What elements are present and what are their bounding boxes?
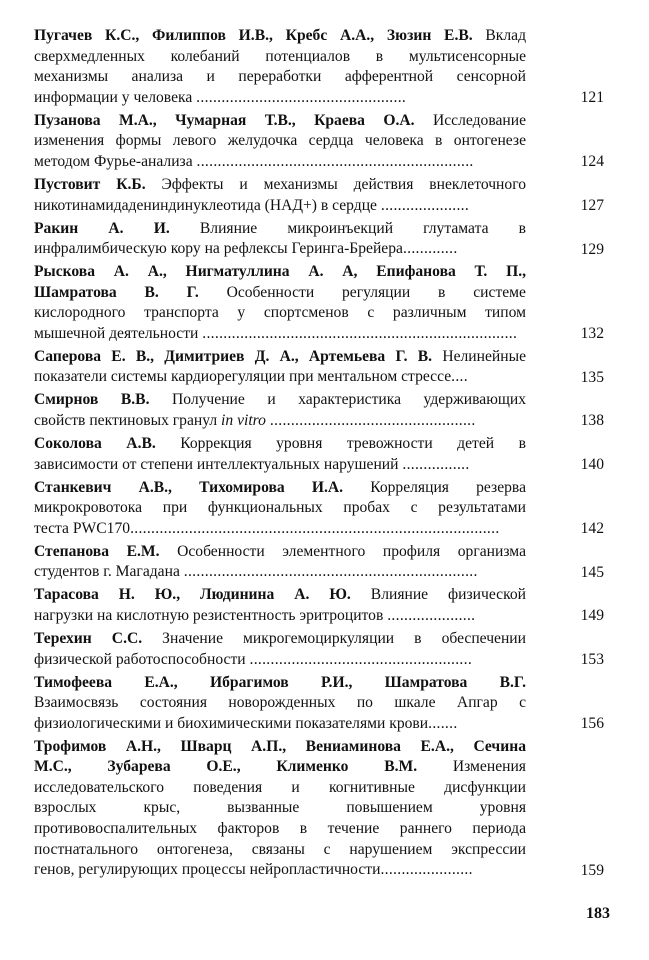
- entry-title: информации у человека: [34, 88, 197, 106]
- dot-leader: ......................................................................: [183, 563, 478, 581]
- toc-entry: [34, 434, 604, 475]
- toc-entry: [34, 542, 604, 583]
- toc-entry-line: [34, 239, 526, 260]
- toc-entry: [34, 347, 604, 388]
- entry-title: Эффекты и механизмы действия внеклеточного: [145, 175, 526, 193]
- entry-page-number: 127: [580, 196, 604, 214]
- entry-title: Корреляция резерва: [343, 478, 526, 496]
- entry-title: физиологическими и биохимическими показателями крови: [34, 714, 429, 732]
- toc-entry-line: [34, 152, 526, 173]
- entry-authors: Тарасова Н. Ю., Людинина А. Ю.: [34, 586, 351, 604]
- entry-title: студентов г. Магадана: [34, 563, 184, 581]
- entry-title: Особенности элементного профиля организма: [159, 542, 526, 560]
- toc-entry-line: [34, 434, 526, 455]
- entry-title: теста PWC170: [34, 519, 131, 537]
- dot-leader: .......: [428, 714, 458, 732]
- entry-authors: Ракин А. И.: [34, 219, 170, 237]
- toc-entry: [34, 673, 604, 735]
- toc-entry-line: [34, 262, 526, 283]
- toc-entry: [34, 478, 604, 540]
- toc-entry-line: [34, 219, 526, 240]
- entry-title: Нелинейные: [432, 347, 526, 365]
- toc-entry-line: [34, 562, 526, 583]
- toc-entry-line: [34, 131, 526, 152]
- toc-entry-line: [34, 673, 526, 694]
- entry-page-number: 156: [580, 714, 604, 732]
- dot-leader: ..................................................................: [196, 152, 474, 170]
- entry-authors: Станкевич А.В., Тихомирова И.А.: [34, 478, 344, 496]
- entry-title: сверхмедленных колебаний потенциалов в мультисенсорные: [34, 47, 526, 65]
- dot-leader: .....................: [387, 606, 476, 624]
- entry-title: механизмы анализа и переработки афферентной сенсорной: [34, 68, 526, 86]
- entry-title: Изменения: [417, 758, 526, 776]
- entry-authors: Тимофеева Е.А., Ибрагимов Р.И., Шамратова В.Г.: [34, 673, 526, 691]
- entry-page-number: 140: [580, 456, 604, 474]
- toc-entry-line: [34, 67, 526, 88]
- entry-page-number: 121: [580, 89, 604, 106]
- entry-authors: Смирнов В.В.: [34, 391, 150, 409]
- toc-entry: [34, 175, 604, 216]
- entry-title: инфралимбическую кору на рефлексы Геринга-Брейера: [34, 240, 403, 258]
- entry-authors: М.С., Зубарева О.Е., Клименко В.М.: [34, 758, 418, 776]
- entry-page-number: 135: [580, 368, 604, 386]
- entry-page-number: 153: [580, 650, 604, 668]
- toc-entry-line: [34, 840, 526, 861]
- toc-entry-line: [34, 175, 526, 196]
- toc-entry: [34, 585, 604, 626]
- toc-entry-line: [34, 26, 526, 47]
- toc-entry-line: [34, 714, 526, 735]
- dot-leader: .................................................: [269, 412, 476, 430]
- entry-title: постнатального онтогенеза, связаны с нарушением экспрессии: [34, 840, 526, 858]
- entry-authors: Шамратова В. Г.: [34, 283, 199, 301]
- toc-entry-line: [34, 650, 526, 671]
- dot-leader: ................: [402, 455, 470, 473]
- entry-authors: Пузанова М.А., Чумарная Т.В., Краева О.А.: [34, 111, 415, 129]
- toc-entry-line: [34, 478, 526, 499]
- entry-title: мышечной деятельности: [34, 324, 203, 342]
- toc-entry-line: [34, 542, 526, 563]
- entry-authors: Пугачев К.С., Филиппов И.В., Кребс А.А., Зюзин Е.В.: [34, 27, 473, 44]
- dot-leader: ........................................................................................: [130, 519, 500, 537]
- entry-page-number: 159: [580, 861, 604, 879]
- toc-entry-line: [34, 585, 526, 606]
- entry-title: противовоспалительных факторов в течение раннего периода: [34, 820, 526, 838]
- toc-entry-line: [34, 757, 526, 778]
- dot-leader: ......................: [380, 861, 473, 879]
- dot-leader: .....................: [380, 196, 470, 214]
- toc-entry-line: [34, 798, 526, 819]
- toc-entry-line: [34, 303, 526, 324]
- entry-title: Влияние микроинъекций глутамата в: [169, 219, 526, 237]
- entry-authors: Соколова А.В.: [34, 435, 156, 453]
- entry-title: нагрузки на кислотную резистентность эритроцитов: [34, 606, 388, 624]
- entry-title: Исследование: [414, 111, 526, 129]
- entry-authors: Саперова Е. В., Димитриев Д. А., Артемьева Г. В.: [34, 347, 433, 365]
- dot-leader: ..................................................: [196, 88, 407, 106]
- toc-entry-line: [34, 629, 526, 650]
- entry-title: взрослых крыс, вызванные повышением уровня: [34, 799, 526, 817]
- entry-page-number: 132: [580, 325, 604, 343]
- entry-title: кислородного транспорта у спортсменов с различным типом: [34, 304, 526, 322]
- toc-entry-line: [34, 498, 526, 519]
- entry-title: никотинамидадениндинуклеотида (НАД+) в сердце: [34, 196, 381, 214]
- toc-entry-line: [34, 778, 526, 799]
- entry-title: свойств пектиновых гранул: [34, 412, 222, 430]
- entry-title: Взаимосвязь состояния новорожденных по шкале Апгар с: [34, 694, 526, 712]
- toc-entry-line: [34, 606, 526, 627]
- entry-page-number: 142: [580, 519, 604, 537]
- entry-authors: Степанова Е.М.: [34, 542, 160, 560]
- entry-page-number: 145: [580, 563, 604, 581]
- entry-page-number: 129: [580, 240, 604, 258]
- entry-title: методом Фурье-анализа: [34, 152, 197, 170]
- entry-title-italic: in vitro: [221, 412, 266, 430]
- toc-entry-line: [34, 367, 526, 388]
- toc-entry-line: [34, 455, 526, 476]
- entry-title: изменения формы левого желудочка сердца человека в онтогенезе: [34, 132, 526, 150]
- dot-leader: .............: [402, 240, 458, 258]
- entry-title: Вклад: [472, 27, 526, 44]
- toc-entry: [34, 219, 604, 260]
- entry-authors: Пустовит К.Б.: [34, 175, 146, 193]
- toc-entry-line: [34, 819, 526, 840]
- toc-entry: [34, 390, 604, 431]
- toc-entry: [34, 26, 604, 108]
- dot-leader: .....................................................: [249, 650, 473, 668]
- toc-entry-line: [34, 347, 526, 368]
- toc-entry-line: [34, 860, 526, 881]
- table-of-contents: [34, 26, 604, 883]
- toc-entry: [34, 262, 604, 344]
- toc-entry-line: [34, 737, 526, 758]
- entry-title: Значение микрогемоциркуляции в обеспечении: [142, 629, 526, 647]
- toc-entry: [34, 111, 604, 173]
- entry-page-number: 149: [580, 607, 604, 625]
- toc-entry-line: [34, 411, 526, 432]
- entry-title: Получение и характеристика удерживающих: [149, 391, 526, 409]
- toc-entry-line: [34, 88, 526, 109]
- entry-title: Коррекция уровня тревожности детей в: [155, 435, 526, 453]
- entry-title: физической работоспособности: [34, 650, 250, 668]
- entry-authors: Терехин С.С.: [34, 629, 143, 647]
- toc-entry-line: [34, 519, 526, 540]
- dot-leader: ....: [451, 368, 468, 386]
- entry-title: Влияние физической: [350, 586, 526, 604]
- entry-page-number: 124: [580, 152, 604, 170]
- entry-title: исследовательского поведения и когнитивные дисфункции: [34, 778, 526, 796]
- entry-title: Особенности регуляции в системе: [198, 283, 526, 301]
- entry-title: зависимости от степени интеллектуальных нарушений: [34, 455, 403, 473]
- toc-entry-line: [34, 390, 526, 411]
- toc-entry-line: [34, 324, 526, 345]
- entry-title: микрокровотока при функциональных пробах с результатами: [34, 499, 526, 517]
- entry-title: генов, регулирующих процессы нейропластичности: [34, 861, 381, 879]
- dot-leader: ...........................................................................: [202, 324, 518, 342]
- entry-title: показатели системы кардиорегуляции при ментальном стрессе: [34, 368, 452, 386]
- entry-page-number: 138: [580, 412, 604, 430]
- entry-authors: Рыскова А. А., Нигматуллина А. А, Епифанова Т. П.,: [34, 263, 526, 281]
- toc-entry-line: [34, 693, 526, 714]
- toc-entry: [34, 629, 604, 670]
- toc-entry-line: [34, 47, 526, 68]
- page-number: 183: [586, 905, 610, 922]
- entry-authors: Трофимов А.Н., Шварц А.П., Вениаминова Е.А., Сечина: [34, 737, 526, 755]
- toc-entry-line: [34, 283, 526, 304]
- toc-entry-line: [34, 111, 526, 132]
- toc-entry: [34, 737, 604, 881]
- toc-entry-line: [34, 196, 526, 217]
